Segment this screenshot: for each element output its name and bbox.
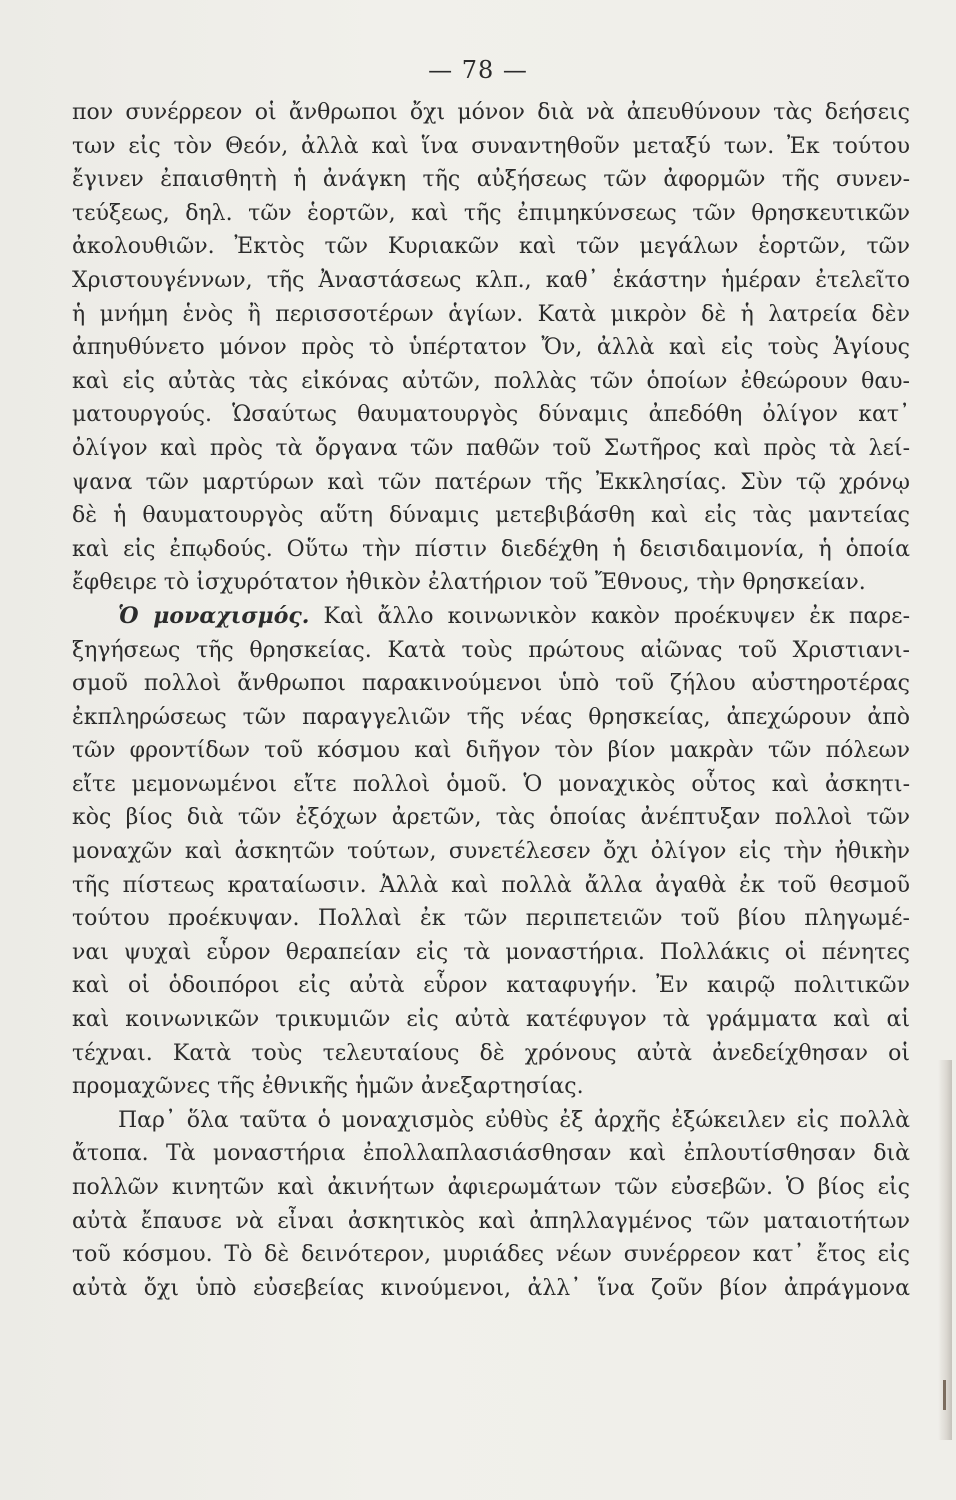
section-heading: Ὁ μοναχισμός.: [118, 602, 310, 629]
text-line: εἴτε μεμονωμένοι εἴτε πολλοὶ ὁμοῦ. Ὁ μοναχικὸς οὗτος καὶ ἀσκητι-: [72, 771, 910, 797]
text-line: δὲ ἡ θαυματουργὸς αὕτη δύναμις μετεβιβάσθη καὶ εἰς τὰς μαντείας: [72, 503, 910, 529]
text-line: καὶ οἱ ὁδοιπόροι εἰς αὐτὰ εὗρον καταφυγήν. Ἐν καιρῷ πολιτικῶν: [72, 973, 910, 999]
section-heading-rest: Καὶ ἄλλο κοινωνικὸν κακὸν προέκυψεν ἐκ παρε-: [309, 603, 910, 629]
text-line: ἀπηυθύνετο μόνον πρὸς τὸ ὑπέρτατον Ὄν, ἀλλὰ καὶ εἰς τοὺς Ἁγίους: [72, 335, 910, 361]
text-line: ματουργούς. Ὡσαύτως θαυματουργὸς δύναμις ἀπεδόθη ὀλίγον κατ᾿: [72, 402, 910, 428]
text-line: τῶν φροντίδων τοῦ κόσμου καὶ διῆγον τὸν βίον μακρὰν τῶν πόλεων: [72, 738, 910, 764]
text-line: καὶ κοινωνικῶν τρικυμιῶν εἰς αὐτὰ κατέφυγον τὰ γράμματα καὶ αἱ: [72, 1007, 910, 1033]
text-line: Παρ᾿ ὅλα ταῦτα ὁ μοναχισμὸς εὐθὺς ἐξ ἀρχῆς ἐξώκειλεν εἰς πολλὰ: [118, 1107, 910, 1133]
text-line: καὶ εἰς ἐπῳδούς. Οὕτω τὴν πίστιν διεδέχθη ἡ δεισιδαιμονία, ἡ ὁποία: [72, 536, 910, 562]
text-line: ψανα τῶν μαρτύρων καὶ τῶν πατέρων τῆς Ἐκκλησίας. Σὺν τῷ χρόνῳ: [72, 469, 910, 495]
text-line: Χριστουγέννων, τῆς Ἀναστάσεως κλπ., καθ᾿ ἑκάστην ἡμέραν ἐτελεῖτο: [72, 267, 910, 293]
text-line: μοναχῶν καὶ ἀσκητῶν τούτων, συνετέλεσεν ὄχι ὀλίγον εἰς τὴν ἠθικὴν: [72, 839, 910, 865]
page-edge-mark: [943, 1380, 946, 1410]
text-line: αὐτὰ ἔπαυσε νὰ εἶναι ἀσκητικὸς καὶ ἀπηλλαγμένος τῶν ματαιοτήτων: [72, 1208, 910, 1234]
text-line: ναι ψυχαὶ εὗρον θεραπείαν εἰς τὰ μοναστήρια. Πολλάκις οἱ πένητες: [72, 939, 910, 965]
text-line: τεύξεως, δηλ. τῶν ἑορτῶν, καὶ τῆς ἐπιμηκύνσεως τῶν θρησκευτικῶν: [72, 200, 910, 226]
text-line: πον συνέρρεον οἱ ἄνθρωποι ὄχι μόνον διὰ νὰ ἀπευθύνουν τὰς δεήσεις: [72, 100, 910, 125]
page-number: — 78 —: [428, 56, 528, 84]
text-line: ἀκολουθιῶν. Ἐκτὸς τῶν Κυριακῶν καὶ τῶν μεγάλων ἑορτῶν, τῶν: [72, 234, 910, 260]
text-line: ἐκπληρώσεως τῶν παραγγελιῶν τῆς νέας θρησκείας, ἀπεχώρουν ἀπὸ: [72, 704, 910, 730]
body-text: [72, 96, 910, 1305]
text-line: ἡ μνήμη ἑνὸς ἢ περισσοτέρων ἁγίων. Κατὰ μικρὸν δὲ ἡ λατρεία δὲν: [72, 301, 910, 327]
text-line: τῆς πίστεως κραταίωσιν. Ἀλλὰ καὶ πολλὰ ἄλλα ἀγαθὰ ἐκ τοῦ θεσμοῦ: [72, 872, 910, 898]
text-line: κὸς βίος διὰ τῶν ἐξόχων ἀρετῶν, τὰς ὁποίας ἀνέπτυξαν πολλοὶ τῶν: [72, 805, 910, 831]
text-line: πολλῶν κινητῶν καὶ ἀκινήτων ἀφιερωμάτων τῶν εὐσεβῶν. Ὁ βίος εἰς: [72, 1175, 910, 1200]
text-line: των εἰς τὸν Θεόν, ἀλλὰ καὶ ἵνα συναντηθοῦν μεταξύ των. Ἐκ τούτου: [72, 133, 910, 159]
text-line: ξηγήσεως τῆς θρησκείας. Κατὰ τοὺς πρώτους αἰῶνας τοῦ Χριστιανι-: [72, 637, 910, 663]
text-line: τούτου προέκυψαν. Πολλαὶ ἐκ τῶν περιπετειῶν τοῦ βίου πληγωμέ-: [72, 906, 910, 932]
text-line: σμοῦ πολλοὶ ἄνθρωποι παρακινούμενοι ὑπὸ τοῦ ζήλου αὐστηροτέρας: [72, 671, 910, 697]
text-line: ἄτοπα. Τὰ μοναστήρια ἐπολλαπλασιάσθησαν καὶ ἐπλουτίσθησαν διὰ: [72, 1141, 910, 1167]
text-line: ἔφθειρε τὸ ἰσχυρότατον ἠθικὸν ἐλατήριον τοῦ Ἔθνους, τὴν θρησκείαν.: [72, 570, 866, 596]
text-line: ἔγινεν ἐπαισθητὴ ἡ ἀνάγκη τῆς αὐξήσεως τῶν ἀφορμῶν τῆς συνεν-: [72, 167, 910, 193]
text-line: προμαχῶνες τῆς ἐθνικῆς ἡμῶν ἀνεξαρτησίας.: [72, 1074, 584, 1100]
text-line: τέχναι. Κατὰ τοὺς τελευταίους δὲ χρόνους αὐτὰ ἀνεδείχθησαν οἱ: [72, 1040, 910, 1066]
text-line: τοῦ κόσμου. Τὸ δὲ δεινότερον, μυριάδες νέων συνέρρεον κατ᾿ ἔτος εἰς: [72, 1242, 910, 1268]
section-heading-line: [72, 600, 910, 634]
text-line: ὀλίγον καὶ πρὸς τὰ ὄργανα τῶν παθῶν τοῦ Σωτῆρος καὶ πρὸς τὰ λεί-: [72, 435, 910, 461]
text-line: αὐτὰ ὄχι ὑπὸ εὐσεβείας κινούμενοι, ἀλλ᾿ ἵνα ζοῦν βίον ἀπράγμονα: [72, 1275, 910, 1301]
text-line: καὶ εἰς αὐτὰς τὰς εἰκόνας αὐτῶν, πολλὰς τῶν ὁποίων ἐθεώρουν θαυ-: [72, 368, 910, 394]
